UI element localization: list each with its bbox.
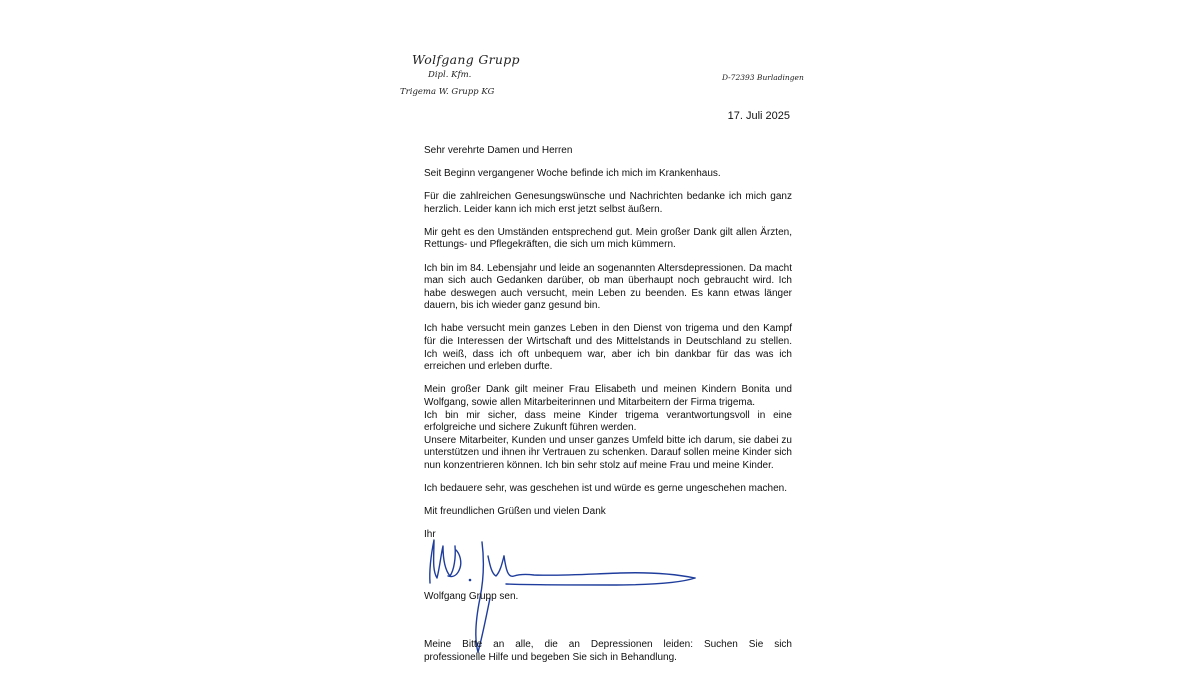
appeal-note [424,639,792,664]
letterhead-title: Dipl. Kfm. [428,70,472,80]
sign-off: Ihr [424,529,436,541]
letterhead-company: Trigema W. Grupp KG [400,87,495,97]
signer-name: Wolfgang Grupp sen. [424,591,519,602]
closing-line: Mit freundlichen Grüßen und vielen Dank [424,506,606,518]
paragraph-condition: Mir geht es den Umständen entsprechend gut. Mein großer Dank gilt allen Ärzten, Rettungs- und Pflegekräften, die sich um mich kümmern. [424,226,792,251]
letterhead-name: Wolfgang Grupp [412,52,520,67]
paragraph-support-request: Unsere Mitarbeiter, Kunden und unser ganzes Umfeld bitte ich darum, sie dabei zu unterstützen und ihnen ihr Vertrauen zu schenken. Darauf sollen meine Kinder sich nun konzentrieren können. Ich bin sehr stolz auf meine Frau und meine Kinder. [424,434,792,471]
paragraph-family-thanks: Mein großer Dank gilt meiner Frau Elisabeth und meinen Kindern Bonita und Wolfgang, sowie allen Mitarbeiterinnen und Mitarbeitern der Firma trigema. [424,384,792,408]
letter-date: 17. Juli 2025 [727,110,790,122]
paragraph-depression: Ich bin im 84. Lebensjahr und leide an sogenannten Altersdepressionen. Da macht man sich auch Gedanken darüber, ob man überhaupt noch gebraucht wird. Ich habe deswegen auch versucht, mein Leben zu beenden. Es kann etwas länger dauern, bis ich wieder ganz gesund bin. [424,262,792,312]
paragraph-regret: Ich bedauere sehr, was geschehen ist und würde es gerne ungeschehen machen. [424,482,788,494]
paragraph-life-work: Ich habe versucht mein ganzes Leben in den Dienst von trigema und den Kampf für die Interessen der Wirtschaft und des Mittelstands in Deutschland zu stellen. Ich weiß, dass ich oft unbequem war, aber ich bin dankbar für das was ich erreichen und erleben durfte. [424,323,792,373]
letterhead-place: D-72393 Burladingen [722,73,804,82]
paragraph-thanks-wishes: Für die zahlreichen Genesungswünsche und Nachrichten bedanke ich mich ganz herzlich. Leider kann ich mich erst jetzt selbst äußern. [424,191,792,215]
paragraph-hospital: Seit Beginn vergangener Woche befinde ich mich im Krankenhaus. [424,168,721,180]
paragraph-children-future: Ich bin mir sicher, dass meine Kinder trigema verantwortungsvoll in eine erfolgreiche und sichere Zukunft führen werden. [424,409,792,434]
appeal-line-1: Meine Bitte an alle, die an Depressionen leiden: Suchen Sie sich [424,639,792,650]
salutation: Sehr verehrte Damen und Herren [424,145,573,156]
letter-body [424,145,792,542]
appeal-line-2: professionelle Hilfe und begeben Sie sich in Behandlung. [424,651,677,663]
